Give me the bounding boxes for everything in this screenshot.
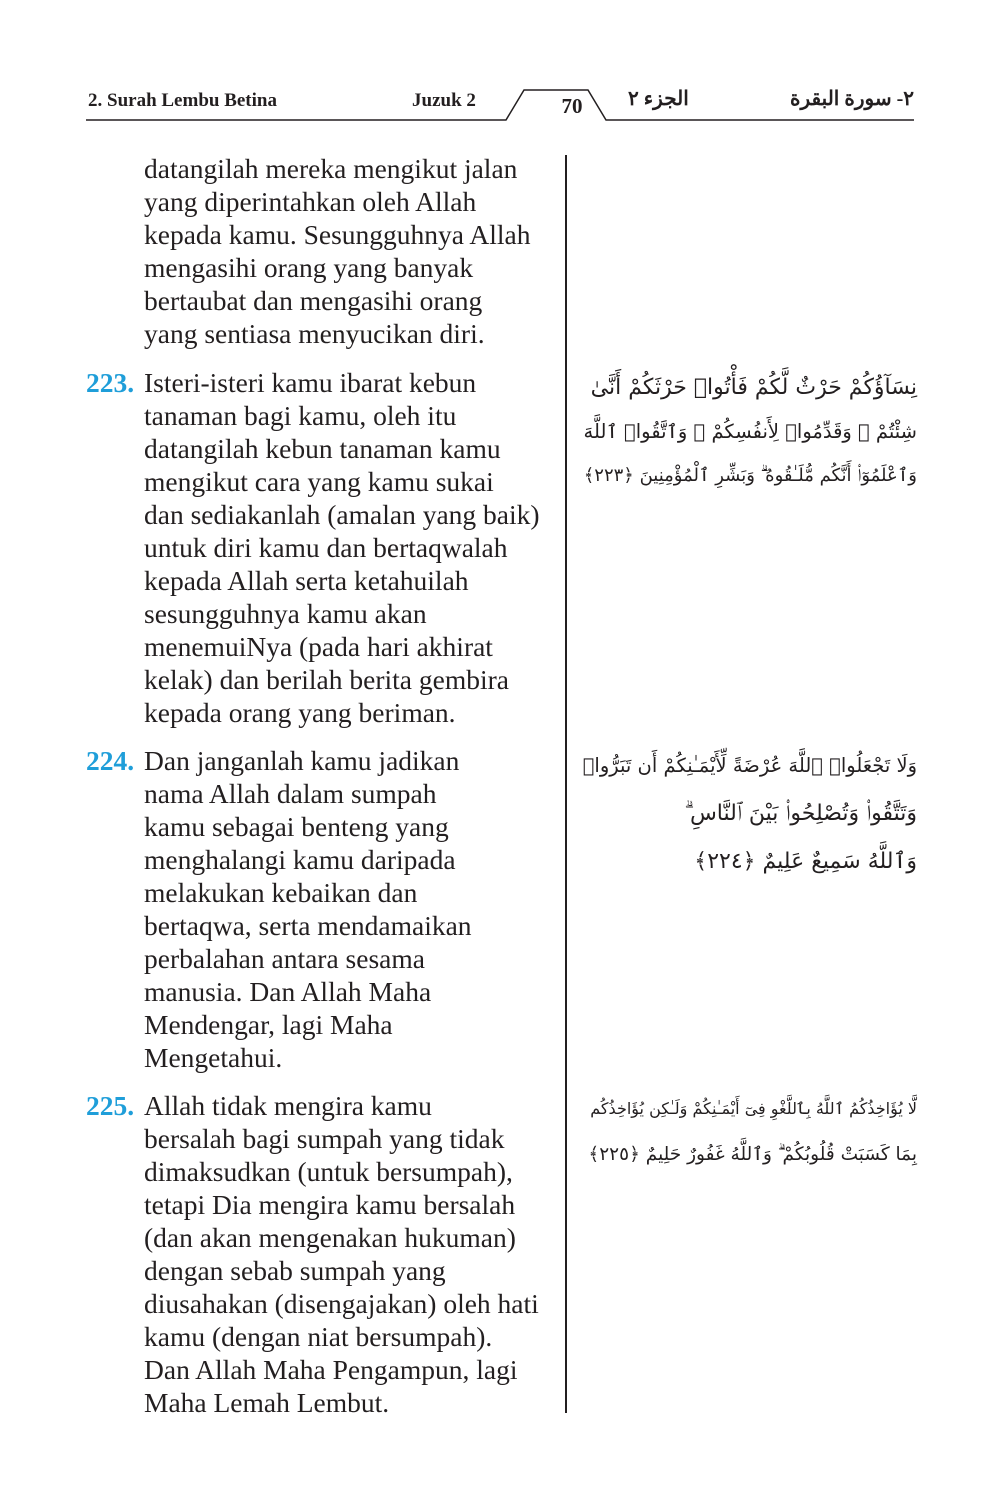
text-line: bertaubat dan mengasihi orang xyxy=(144,285,483,316)
page-number: 70 xyxy=(561,94,583,118)
text-line: diusahakan (disengajakan) oleh hati xyxy=(144,1288,539,1319)
text-line: datangilah kebun tanaman kamu xyxy=(144,433,501,464)
verse-text xyxy=(144,1089,564,1419)
text-line: tanaman bagi kamu, oleh itu xyxy=(144,400,457,431)
verse-224-arabic xyxy=(582,742,917,886)
arabic-line: وَٱللَّهُ سَمِيعٌ عَلِيمٌ ﴿٢٢٤﴾ xyxy=(694,849,917,874)
text-line: untuk diri kamu dan bertaqwalah xyxy=(144,532,508,563)
surah-title-arabic: ٢- سورة البقرة xyxy=(790,88,914,110)
text-line: bertaqwa, serta mendamaikan xyxy=(144,910,472,941)
arabic-line: وَلَا تَجْعَلُوا۟ ٱللَّهَ عُرْضَةً لِّأَيْمَـٰنِكُمْ أَن تَبَرُّوا۟ xyxy=(582,754,917,777)
verse-number: 225. xyxy=(86,1090,135,1121)
arabic-line: شِئْتُمْ ۖ وَقَدِّمُوا۟ لِأَنفُسِكُمْ ۚ وَٱتَّقُوا۟ ٱللَّهَ xyxy=(583,420,917,443)
text-line: Allah tidak mengira kamu xyxy=(144,1090,432,1121)
verse-224-translation xyxy=(86,744,564,1074)
text-line: mengikut cara yang kamu sukai xyxy=(144,466,494,497)
text-line: (dan akan mengenakan hukuman) xyxy=(144,1222,516,1253)
text-line: dan sediakanlah (amalan yang baik) xyxy=(144,499,540,530)
verse-text xyxy=(144,366,564,729)
juzuk-label-arabic: الجزء ٢ xyxy=(628,88,689,110)
text-line: menghalangi kamu daripada xyxy=(144,844,456,875)
verse-225-translation xyxy=(86,1089,564,1419)
text-line: kelak) dan berilah berita gembira xyxy=(144,664,509,695)
text-line: yang sentiasa menyucikan diri. xyxy=(144,318,485,349)
arabic-line: نِسَآؤُكُمْ حَرْثٌ لَّكُمْ فَأْتُوا۟ حَرْثَكُمْ أَنَّىٰ xyxy=(590,375,917,400)
text-line: kepada kamu. Sesungguhnya Allah xyxy=(144,219,531,250)
text-line: tetapi Dia mengira kamu bersalah xyxy=(144,1189,516,1220)
text-line: Mendengar, lagi Maha xyxy=(144,1009,393,1040)
verse-223-arabic xyxy=(582,366,917,498)
verse-225-arabic xyxy=(582,1086,917,1178)
text-line: kepada orang yang beriman. xyxy=(144,697,456,728)
arabic-line: وَٱعْلَمُوٓا۟ أَنَّكُم مُّلَـٰقُوهُ ۗ وَبَشِّرِ ٱلْمُؤْمِنِينَ ﴿٢٢٣﴾ xyxy=(583,465,917,486)
text-line: Dan Allah Maha Pengampun, lagi xyxy=(144,1354,518,1385)
text-line: bersalah bagi sumpah yang tidak xyxy=(144,1123,505,1154)
text-line: Maha Lemah Lembut. xyxy=(144,1387,390,1418)
text-line: manusia. Dan Allah Maha xyxy=(144,976,432,1007)
text-line: yang diperintahkan oleh Allah xyxy=(144,186,477,217)
text-line: Dan janganlah kamu jadikan xyxy=(144,745,460,776)
text-line: melakukan kebaikan dan xyxy=(144,877,418,908)
text-line: datangilah mereka mengikut jalan xyxy=(144,153,518,184)
page-header xyxy=(86,84,914,124)
verse-number: 223. xyxy=(86,367,135,398)
juzuk-label-latin: Juzuk 2 xyxy=(412,90,476,111)
text-line: menemuiNya (pada hari akhirat xyxy=(144,631,493,662)
text-line: kepada Allah serta ketahuilah xyxy=(144,565,469,596)
text-line: Isteri-isteri kamu ibarat kebun xyxy=(144,367,477,398)
text-line: nama Allah dalam sumpah xyxy=(144,778,437,809)
verse-223-translation xyxy=(86,366,564,729)
verse-text xyxy=(144,744,564,1074)
text-line: dengan sebab sumpah yang xyxy=(144,1255,446,1286)
arabic-line: وَتَتَّقُوا۟ وَتُصْلِحُوا۟ بَيْنَ ٱلنَّاسِ ۗ xyxy=(684,801,917,826)
surah-title-latin: 2. Surah Lembu Betina xyxy=(88,90,277,111)
arabic-line: بِمَا كَسَبَتْ قُلُوبُكُمْ ۗ وَٱللَّهُ غَفُورٌ حَلِيمٌ ﴿٢٢٥﴾ xyxy=(588,1144,917,1165)
text-line: kamu sebagai benteng yang xyxy=(144,811,449,842)
text-line: dimaksudkan (untuk bersumpah), xyxy=(144,1156,513,1187)
text-line: mengasihi orang yang banyak xyxy=(144,252,474,283)
arabic-line: لَّا يُؤَاخِذُكُمُ ٱللَّهُ بِٱللَّغْوِ فِىٓ أَيْمَـٰنِكُمْ وَلَـٰكِن يُؤَاخِذُكُم xyxy=(590,1099,917,1118)
column-divider xyxy=(565,155,567,1413)
verse-number: 224. xyxy=(86,745,135,776)
text-line: sesungguhnya kamu akan xyxy=(144,598,427,629)
text-line: kamu (dengan niat bersumpah). xyxy=(144,1321,493,1352)
text-line: perbalahan antara sesama xyxy=(144,943,425,974)
continuation-text xyxy=(144,152,564,350)
text-line: Mengetahui. xyxy=(144,1042,283,1073)
